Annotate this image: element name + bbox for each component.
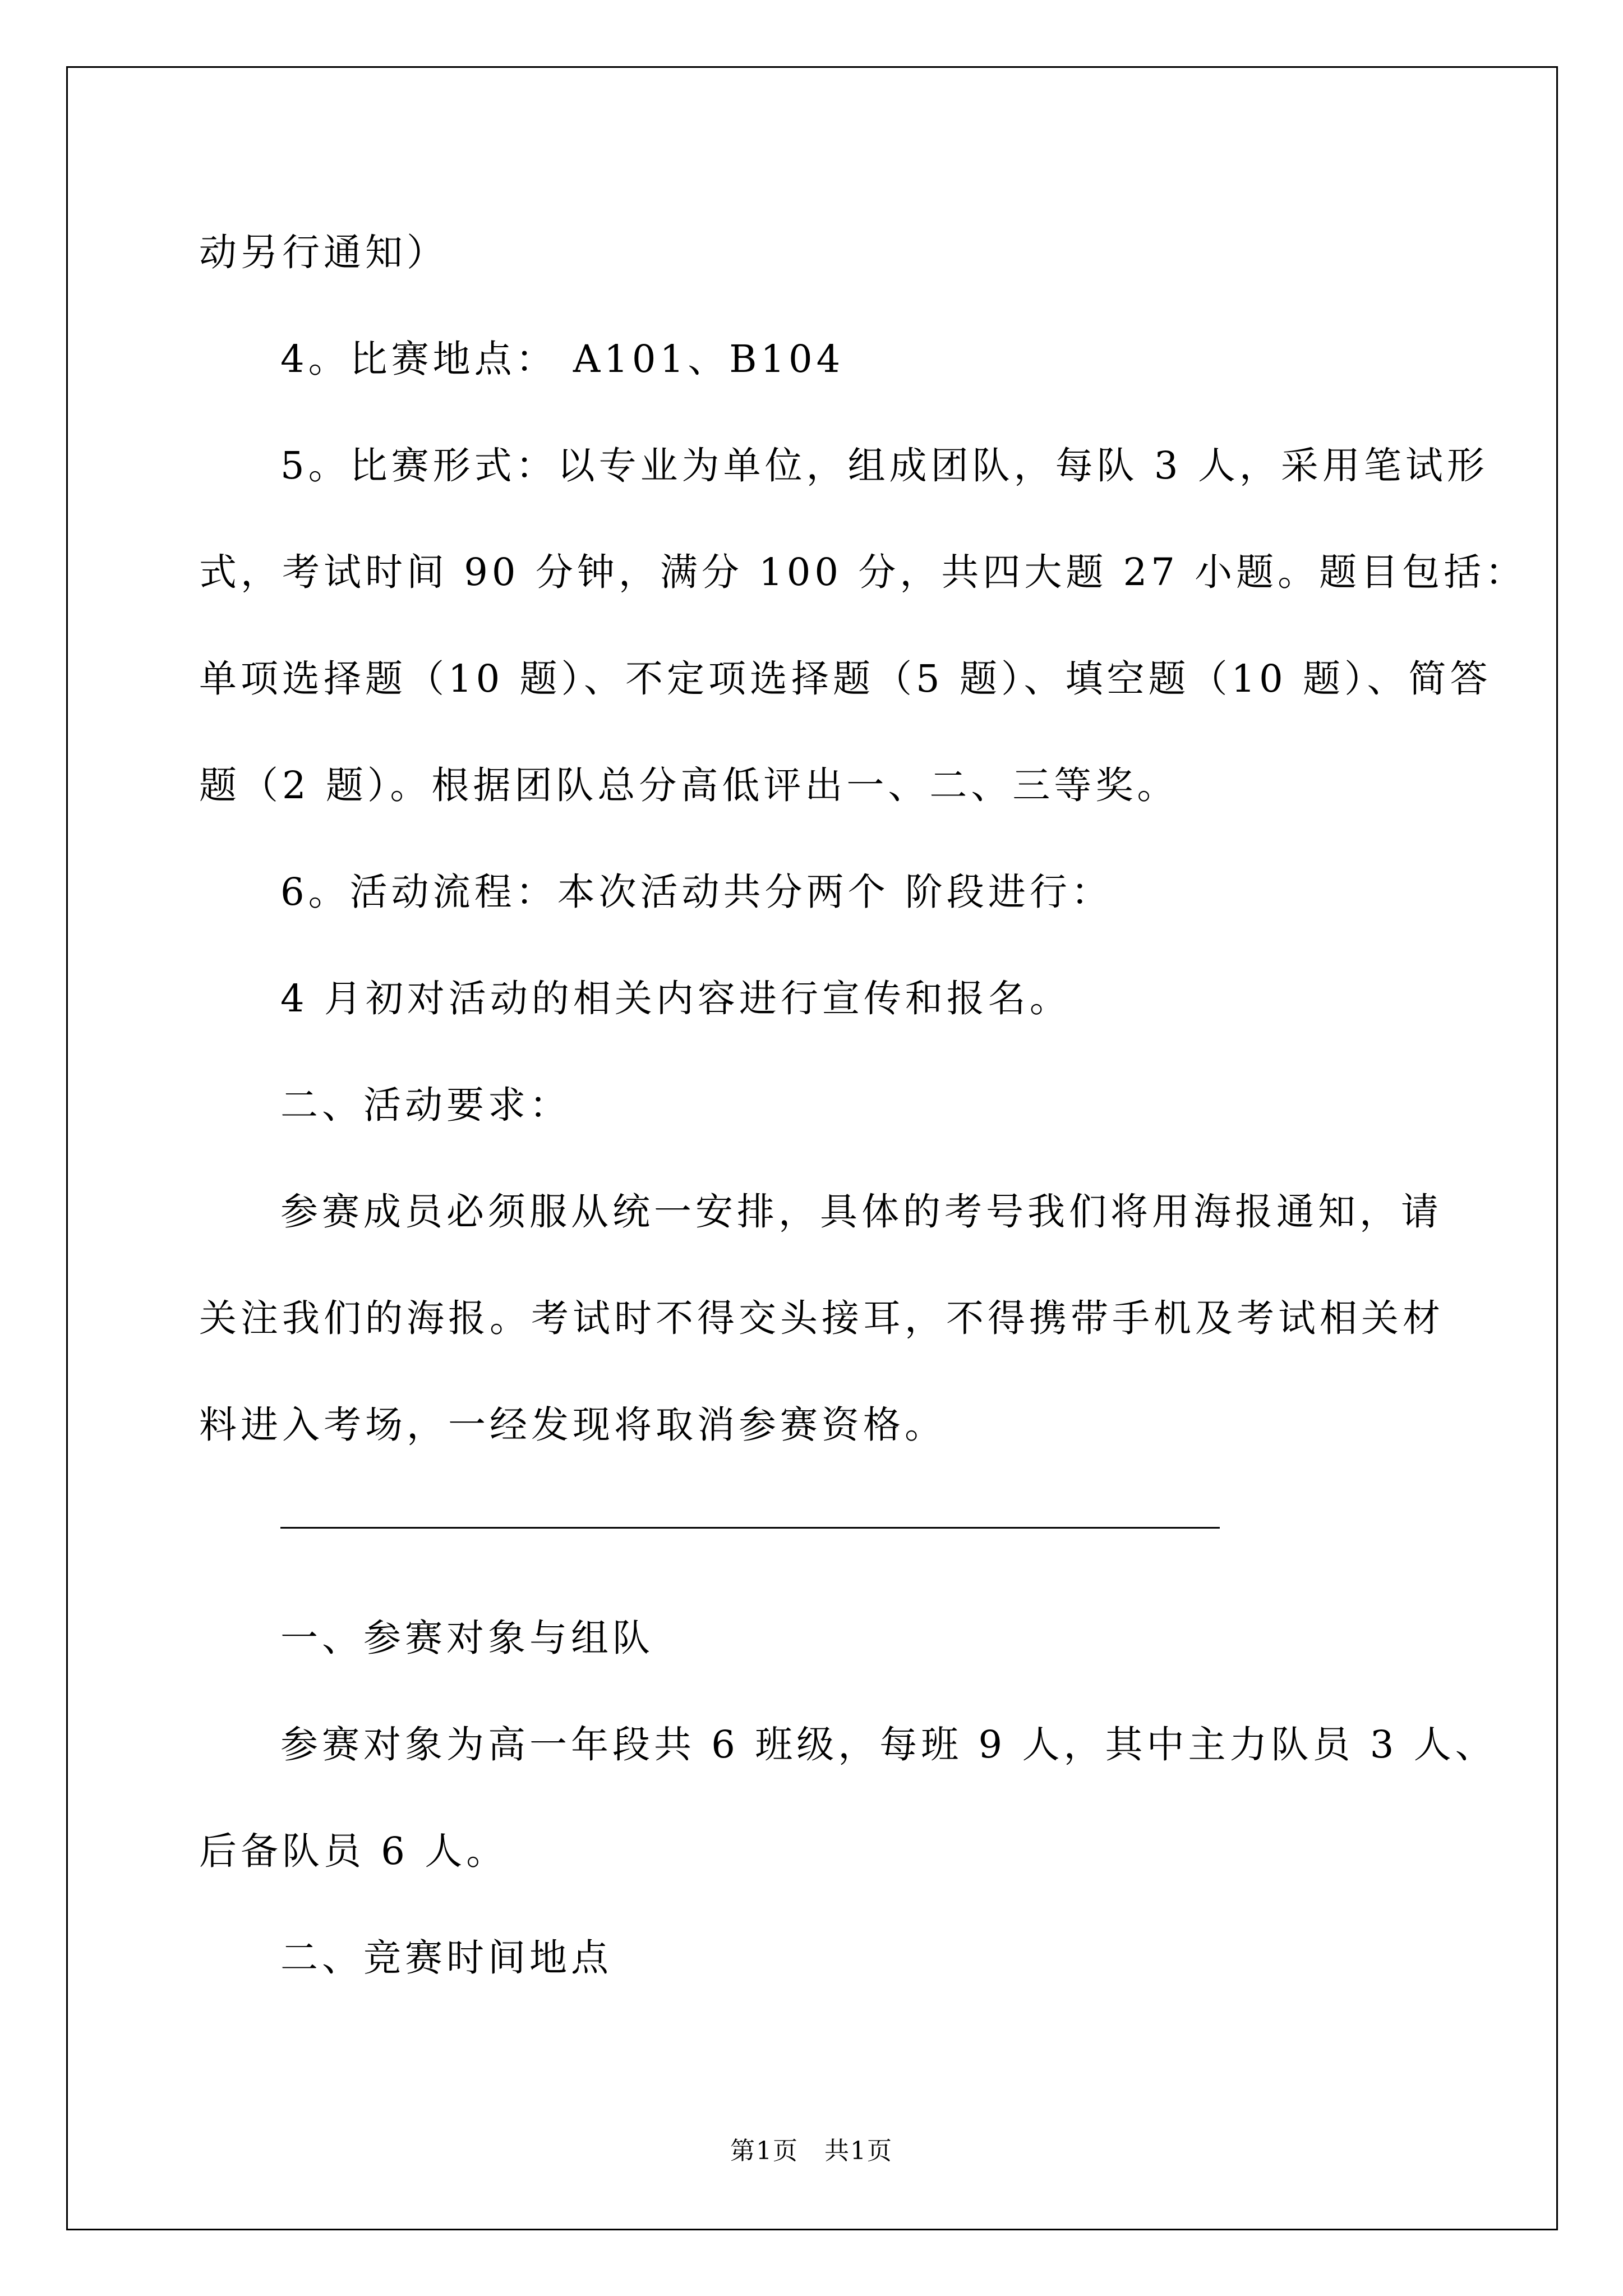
text-line: 6。活动流程：本次活动共分两个 阶段进行： <box>280 870 1113 914</box>
text-line: 动另行通知） <box>199 231 448 274</box>
text-line: 料进入考场，一经发现将取消参赛资格。 <box>199 1403 946 1447</box>
page-border <box>66 66 1558 2230</box>
text-line: 4 月初对活动的相关内容进行宣传和报名。 <box>280 977 1071 1020</box>
text-line: 式，考试时间 90 分钟，满分 100 分，共四大题 27 小题。题目包括： <box>199 550 1527 594</box>
text-line: 关注我们的海报。考试时不得交头接耳，不得携带手机及考试相关材 <box>199 1296 1444 1340</box>
text-line: 后备队员 6 人。 <box>199 1829 508 1873</box>
text-line: 5。比赛形式：以专业为单位，组成团队，每队 3 人，采用笔试形 <box>280 444 1488 487</box>
text-line: 二、竞赛时间地点 <box>280 1936 612 1980</box>
text-line: 参赛成员必须服从统一安排，具体的考号我们将用海报通知，请 <box>280 1190 1442 1234</box>
text-line: 二、活动要求： <box>280 1083 571 1127</box>
text-line: 单项选择题（10 题）、不定项选择题（5 题）、填空题（10 题）、简答 <box>199 657 1492 701</box>
text-line: 题（2 题）。根据团队总分高低评出一、二、三等奖。 <box>199 763 1179 807</box>
page-number: 第1页 共1页 <box>730 2137 893 2165</box>
text-line: 4。比赛地点： A101、B104 <box>280 337 845 381</box>
section-divider <box>280 1527 1220 1529</box>
text-line: 参赛对象为高一年段共 6 班级，每班 9 人，其中主力队员 3 人、 <box>280 1723 1497 1766</box>
text-line: 一、参赛对象与组队 <box>280 1616 654 1660</box>
